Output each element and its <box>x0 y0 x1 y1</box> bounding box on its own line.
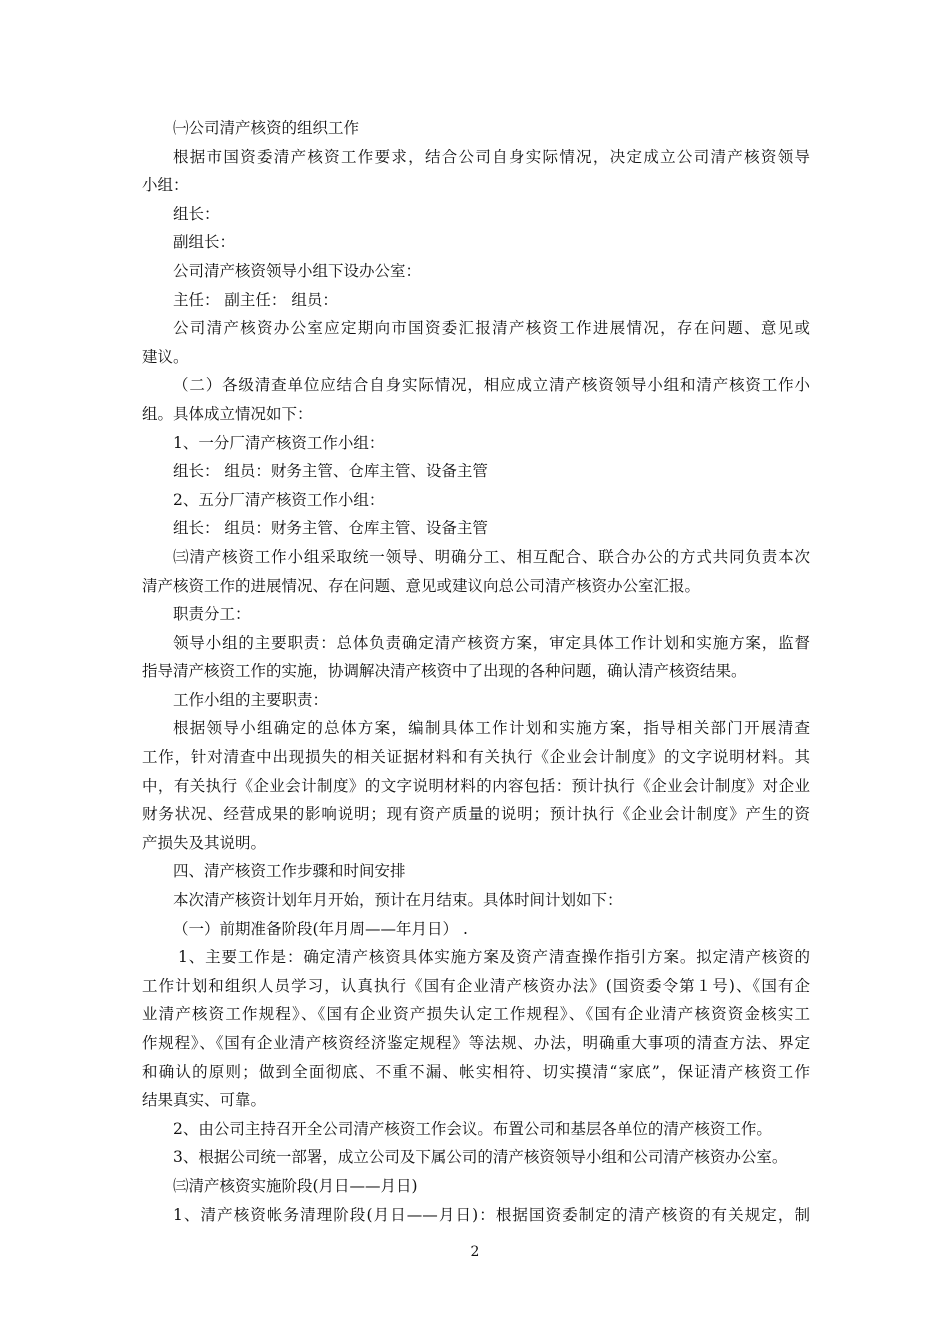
text-line: 1、清产核资帐务清理阶段(月日——月日)：根据国资委制定的清产核资的有关规定，制 <box>173 1205 810 1224</box>
text-line: 公司清产核资领导小组下设办公室： <box>173 261 422 280</box>
text-line: 3、根据公司统一部署，成立公司及下属公司的清产核资领导小组和公司清产核资办公室。 <box>173 1148 788 1167</box>
text-line: ㈢清产核资实施阶段(月日——月日) <box>173 1176 418 1195</box>
text-line: 副组长： <box>173 233 236 252</box>
text-line: 1、一分厂清产核资工作小组： <box>173 433 385 452</box>
text-line: 组。具体成立情况如下： <box>142 404 313 423</box>
text-line: ㈢清产核资工作小组采取统一领导、明确分工、相互配合、联合办公的方式共同负责本次 <box>173 547 810 566</box>
text-line: 工作小组的主要职责： <box>173 690 329 709</box>
text-line: 小组： <box>142 176 189 195</box>
page-number: 2 <box>470 1244 480 1260</box>
text-line: 组长： <box>173 204 220 223</box>
text-line: 根据市国资委清产核资工作要求，结合公司自身实际情况，决定成立公司清产核资领导 <box>173 147 810 166</box>
text-line: 建议。 <box>142 347 189 366</box>
text-line: 职责分工： <box>173 605 251 624</box>
text-line: 根据领导小组确定的总体方案，编制具体工作计划和实施方案，指导相关部门开展清查 <box>173 719 810 738</box>
text-line: 1、主要工作是：确定清产核资具体实施方案及资产清查操作指引方案。拟定清产核资的 <box>178 948 810 967</box>
text-line: 工作，针对清查中出现损失的相关证据材料和有关执行《企业会计制度》的文字说明材料。其 <box>142 748 810 767</box>
text-line: ㈠公司清产核资的组织工作 <box>173 119 360 137</box>
text-line: 主任： 副主任： 组员： <box>173 290 338 309</box>
text-line: 业清产核资工作规程》、《国有企业资产损失认定工作规程》、《国有企业清产核资资金核实工 <box>142 1005 810 1024</box>
text-line: 工作计划和组织人员学习，认真执行《国有企业清产核资办法》(国资委令第１号)、《国有企 <box>142 976 810 995</box>
text-line: （二）各级清查单位应结合自身实际情况，相应成立清产核资领导小组和清产核资工作小 <box>173 376 810 395</box>
text-line: （一）前期准备阶段(年月周——年月日） . <box>173 919 468 938</box>
text-line: 作规程》、《国有企业清产核资经济鉴定规程》等法规、办法，明确重大事项的清查方法、界定 <box>142 1034 810 1052</box>
text-line: 中，有关执行《企业会计制度》的文字说明材料的内容包括：预计执行《企业会计制度》对企业 <box>142 776 810 795</box>
text-line: 和确认的原则；做到全面彻底、不重不漏、帐实相符、切实摸清“家底”，保证清产核资工作 <box>142 1062 810 1081</box>
text-line: 2、由公司主持召开全公司清产核资工作会议。布置公司和基层各单位的清产核资工作。 <box>173 1119 772 1138</box>
document-body <box>142 114 810 1229</box>
text-line: 领导小组的主要职责：总体负责确定清产核资方案，审定具体工作计划和实施方案，监督 <box>173 633 810 652</box>
text-line: 本次清产核资计划年月开始，预计在月结束。具体时间计划如下： <box>173 891 623 910</box>
text-line: 组长： 组员：财务主管、仓库主管、设备主管 <box>173 462 488 481</box>
text-line: 四、清产核资工作步骤和时间安排 <box>173 862 406 881</box>
text-line: 结果真实、可靠。 <box>142 1091 267 1110</box>
text-line: 2、五分厂清产核资工作小组： <box>173 490 385 509</box>
text-line: 财务状况、经营成果的影响说明；现有资产质量的说明；预计执行《企业会计制度》产生的资 <box>142 805 810 824</box>
text-line: 指导清产核资工作的实施，协调解决清产核资中了出现的各种问题，确认清产核资结果。 <box>142 662 747 681</box>
text-line: 产损失及其说明。 <box>142 833 267 852</box>
text-line: 组长： 组员：财务主管、仓库主管、设备主管 <box>173 519 488 538</box>
text-line: 公司清产核资办公室应定期向市国资委汇报清产核资工作进展情况，存在问题、意见或 <box>173 319 810 338</box>
text-line: 清产核资工作的进展情况、存在问题、意见或建议向总公司清产核资办公室汇报。 <box>142 576 701 595</box>
